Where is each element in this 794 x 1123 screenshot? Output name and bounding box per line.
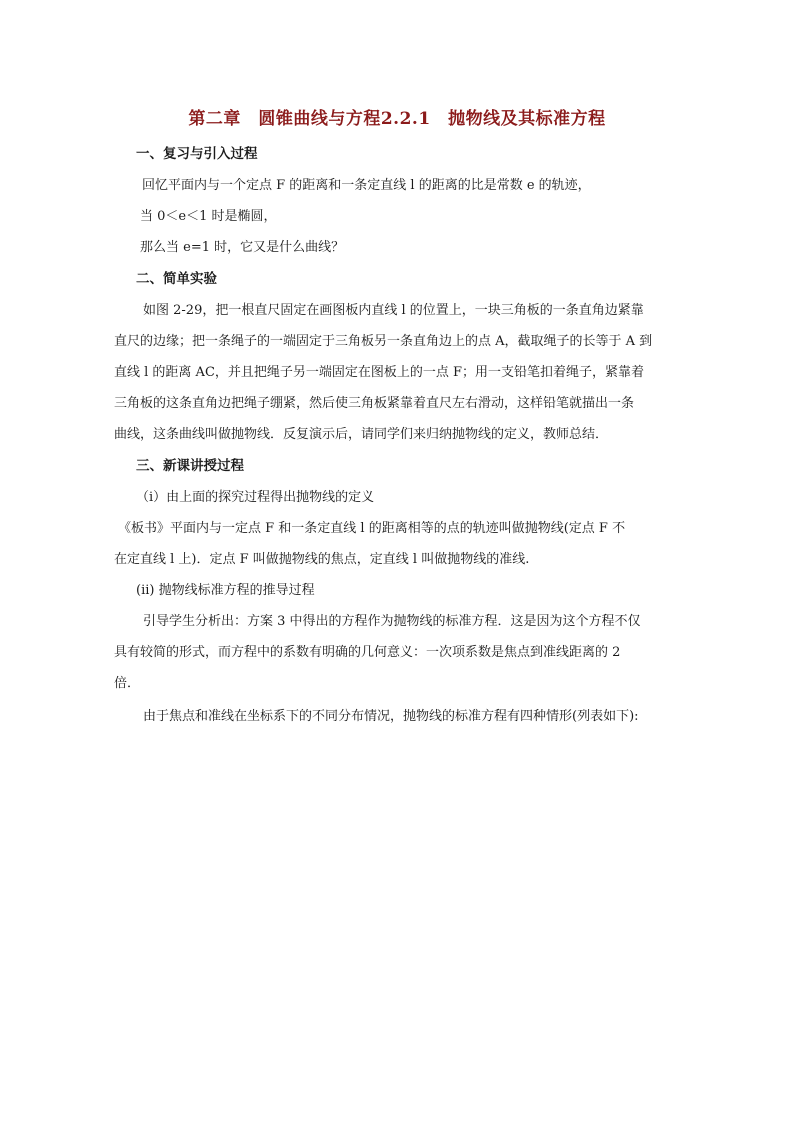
paragraph-line: 具有较简的形式，而方程中的系数有明确的几何意义：一次项系数是焦点到准线距离的 2 [114,645,621,660]
document-title: 第二章 圆锥曲线与方程2.2.1 抛物线及其标准方程 [188,109,606,129]
paragraph-line: 《板书》平面内与一定点 F 和一条定直线 l 的距离相等的点的轨迹叫做抛物线(定点 F 不 [118,521,626,536]
paragraph-line: 那么当 e=1 时，它又是什么曲线？ [140,240,345,255]
section-heading-new-lesson: 三、新课讲授过程 [136,458,244,474]
paragraph-line: 直尺的边缘；把一条绳子的一端固定于三角板另一条直角边上的点 A，截取绳子的长等于 A 到 [114,334,653,349]
section-heading-experiment: 二、简单实验 [136,271,217,287]
subheading-derivation: (ii) 抛物线标准方程的推导过程 [136,583,315,598]
section-heading-review: 一、复习与引入过程 [136,146,258,162]
paragraph-line: 引导学生分析出：方案 3 中得出的方程作为抛物线的标准方程．这是因为这个方程不仅 [143,614,641,629]
subheading-definition: （i）由上面的探究过程得出抛物线的定义 [136,490,375,505]
paragraph-line: 如图 2-29，把一根直尺固定在画图板内直线 l 的位置上，一块三角板的一条直角边紧靠 [143,303,644,318]
paragraph-line: 曲线，这条曲线叫做抛物线．反复演示后，请同学们来归纳抛物线的定义，教师总结． [114,427,609,442]
paragraph-line: 直线 l 的距离 AC，并且把绳子另一端固定在图板上的一点 F；用一支铅笔扣着绳子，紧靠着 [114,365,645,380]
paragraph-line: 当 0＜e＜1 时是椭圆， [140,209,277,224]
paragraph-line: 在定直线 l 上)．定点 F 叫做抛物线的焦点，定直线 l 叫做抛物线的准线. [114,552,530,567]
paragraph-line: 倍． [114,676,141,691]
paragraph-line: 三角板的这条直角边把绳子绷紧，然后使三角板紧靠着直尺左右滑动，这样铅笔就描出一条 [114,396,635,411]
paragraph-line: 由于焦点和准线在坐标系下的不同分布情况，抛物线的标准方程有四种情形(列表如下): [143,709,639,724]
paragraph-line: 回忆平面内与一个定点 F 的距离和一条定直线 l 的距离的比是常数 e 的轨迹， [142,178,591,193]
